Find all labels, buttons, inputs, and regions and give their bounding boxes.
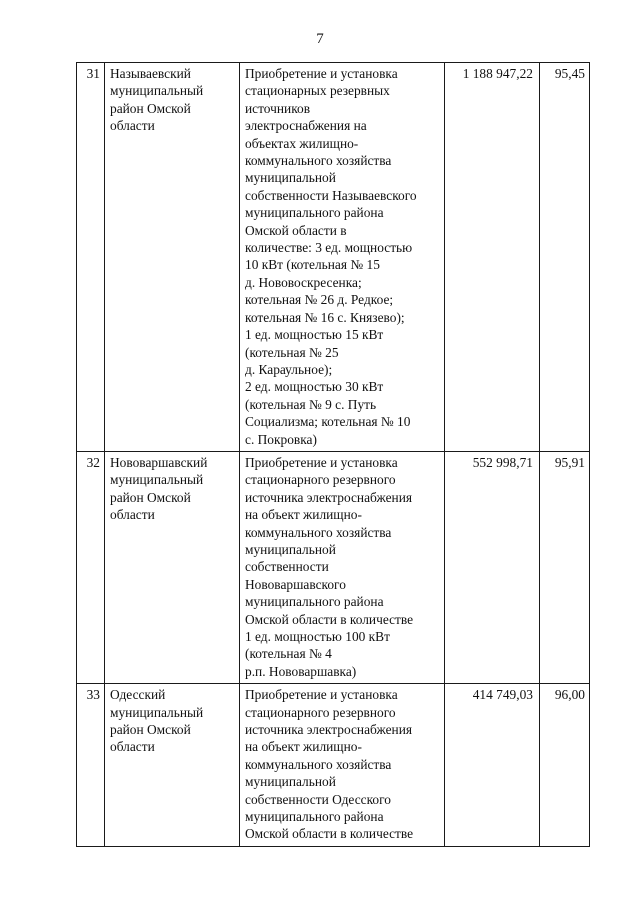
row-number-cell: 31 bbox=[77, 63, 105, 452]
table-row bbox=[77, 684, 590, 847]
table-body bbox=[77, 63, 590, 847]
percent-cell: 95,45 bbox=[540, 63, 590, 452]
description-cell bbox=[240, 684, 445, 847]
description-line: Омской области в bbox=[245, 222, 347, 238]
district-name-line: Нововаршавский bbox=[110, 454, 208, 470]
description-line: муниципальной bbox=[245, 774, 336, 790]
description-line: на объект жилищно- bbox=[245, 507, 362, 523]
district-name-cell bbox=[105, 684, 240, 847]
description-line: котельная № 16 с. Князево); bbox=[245, 309, 405, 325]
amount-cell: 1 188 947,22 bbox=[445, 63, 540, 452]
description-cell bbox=[240, 451, 445, 683]
description-line: Омской области в количестве bbox=[245, 611, 414, 627]
description-line: стационарного резервного bbox=[245, 704, 396, 720]
description-line: коммунального хозяйства bbox=[245, 153, 392, 169]
description-line: (котельная № 4 bbox=[245, 646, 332, 662]
description-line: 10 кВт (котельная № 15 bbox=[245, 257, 380, 273]
table-row bbox=[77, 63, 590, 452]
description-cell bbox=[240, 63, 445, 452]
district-name-line: Называевский bbox=[110, 66, 191, 81]
district-name-line: Одесский bbox=[110, 687, 166, 703]
description-line: 2 ед. мощностью 30 кВт bbox=[245, 379, 384, 395]
description-line: стационарных резервных bbox=[245, 83, 390, 99]
district-name-line: области bbox=[110, 507, 155, 523]
district-name-cell bbox=[105, 451, 240, 683]
district-name-cell bbox=[105, 63, 240, 452]
district-name-line: муниципальный bbox=[110, 472, 204, 488]
description-line: стационарного резервного bbox=[245, 472, 396, 488]
description-line: д. Караульное); bbox=[245, 361, 333, 377]
district-name-line: район Омской bbox=[110, 489, 191, 505]
page-number: 7 bbox=[316, 31, 324, 47]
description-line: Социализма; котельная № 10 bbox=[245, 414, 411, 430]
description-line: котельная № 26 д. Редкое; bbox=[245, 292, 394, 308]
description-line: электроснабжения на bbox=[245, 118, 367, 134]
description-line: Омской области в количестве bbox=[245, 826, 414, 842]
description-line: Приобретение и установка bbox=[245, 66, 398, 81]
description-line: муниципального района bbox=[245, 594, 384, 610]
amount-cell: 414 749,03 bbox=[445, 684, 540, 847]
district-name-line: район Омской bbox=[110, 722, 191, 738]
description-line: собственности Одесского bbox=[245, 791, 391, 807]
district-name-line: муниципальный bbox=[110, 83, 204, 99]
funding-table bbox=[76, 62, 590, 847]
description-line: (котельная № 9 с. Путь bbox=[245, 396, 377, 412]
row-number-cell: 32 bbox=[77, 451, 105, 683]
description-line: 1 ед. мощностью 15 кВт bbox=[245, 327, 384, 343]
description-line: муниципальной bbox=[245, 541, 336, 557]
description-line: собственности bbox=[245, 559, 329, 575]
district-name-line: области bbox=[110, 118, 155, 134]
description-line: муниципального района bbox=[245, 809, 384, 825]
description-line: коммунального хозяйства bbox=[245, 524, 392, 540]
table-row bbox=[77, 451, 590, 683]
description-line: Приобретение и установка bbox=[245, 687, 398, 703]
description-line: р.п. Нововаршавка) bbox=[245, 663, 357, 679]
description-line: источника электроснабжения bbox=[245, 489, 413, 505]
description-line: с. Покровка) bbox=[245, 431, 317, 447]
description-line: источников bbox=[245, 100, 311, 116]
description-line: на объект жилищно- bbox=[245, 739, 362, 755]
description-line: 1 ед. мощностью 100 кВт bbox=[245, 629, 390, 644]
description-line: собственности Называевского bbox=[245, 187, 417, 203]
description-line: коммунального хозяйства bbox=[245, 756, 392, 772]
district-name-line: области bbox=[110, 739, 155, 755]
description-line: муниципального района bbox=[245, 205, 384, 221]
row-number-cell: 33 bbox=[77, 684, 105, 847]
amount-cell: 552 998,71 bbox=[445, 451, 540, 683]
district-name-line: муниципальный bbox=[110, 704, 204, 720]
description-line: муниципальной bbox=[245, 170, 336, 186]
percent-cell: 95,91 bbox=[540, 451, 590, 683]
percent-cell: 96,00 bbox=[540, 684, 590, 847]
description-line: Приобретение и установка bbox=[245, 454, 398, 470]
description-line: д. Нововоскресенка; bbox=[245, 274, 362, 290]
description-line: количестве: 3 ед. мощностью bbox=[245, 240, 413, 256]
description-line: Нововаршавского bbox=[245, 576, 346, 592]
district-name-line: район Омской bbox=[110, 100, 191, 116]
description-line: источника электроснабжения bbox=[245, 722, 413, 738]
description-line: объектах жилищно- bbox=[245, 135, 359, 151]
description-line: (котельная № 25 bbox=[245, 344, 339, 360]
